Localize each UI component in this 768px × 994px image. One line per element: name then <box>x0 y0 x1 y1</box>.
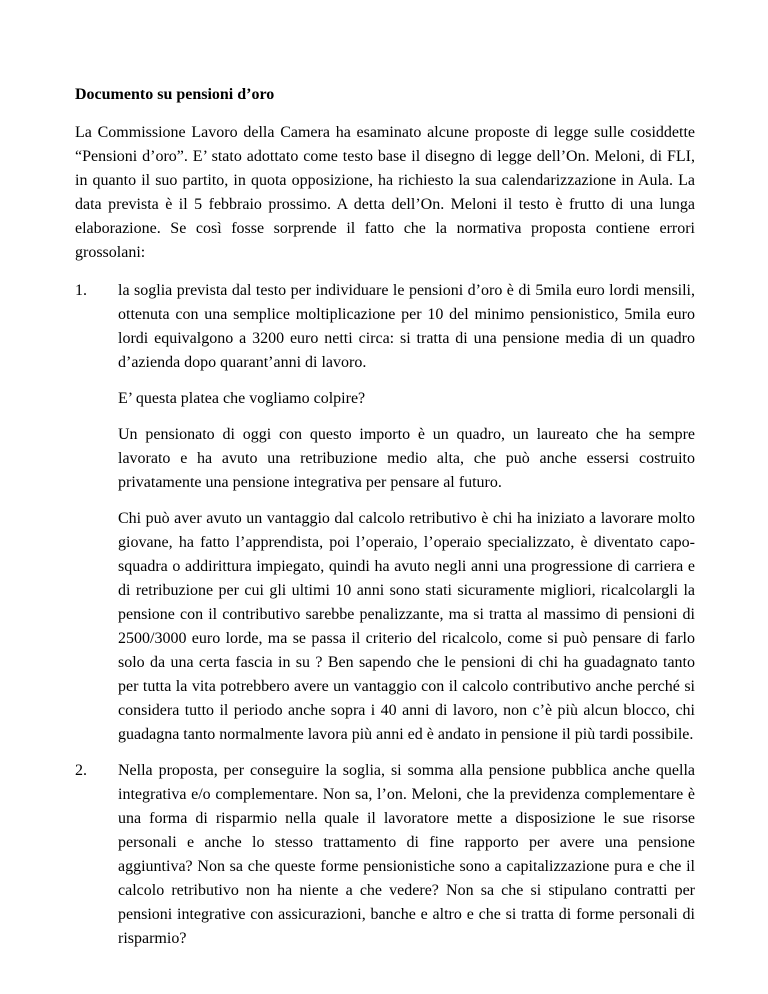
list-item-text: Nella proposta, per conseguire la soglia, si somma alla pensione pubblica anche quella integrativa e/o complementare. Non sa, l’on. Meloni, che la previdenza complementare è una forma di risparmio nella quale il lavoratore mette a disposizione le sue risorse personali e anche lo stesso trattamento di fine rapporto per avere una pensione aggiuntiva? Non sa che queste forme pensionistiche sono a capitalizzazione pura e che il calcolo retributivo non ha niente a che vedere? Non sa che si stipulano contratti per pensioni integrative con assicurazioni, banche e altro e che si tratta di forme personali di risparmio? <box>118 762 695 947</box>
list-item-number: 2. <box>75 762 87 779</box>
list-item-paragraph: Chi può aver avuto un vantaggio dal calcolo retributivo è chi ha iniziato a lavorare molto giovane, ha fatto l’apprendista, poi l’operaio, l’operaio specializzato, è diventato capo-squadra o addirittura impiegato, quindi ha avuto negli anni una progressione di carriera e di retribuzione per cui gli ultimi 10 anni sono stati sicuramente migliori, ricalcolargli la pensione con il contributivo sarebbe penalizzante, ma si tratta al massimo di pensioni di 2500/3000 euro lorde, ma se passa il criterio del ricalcolo, come si può pensare di farlo solo da una certa fascia in su ? Ben sapendo che le pensioni di chi ha guadagnato tanto per tutta la vita potrebbero avere un vantaggio con il calcolo contributivo anche perché si considera tutto il periodo anche sopra i 40 anni di lavoro, non c’è più alcun blocco, chi guadagna tanto normalmente lavora più anni ed è andato in pensione il più tardi possibile. <box>118 510 695 743</box>
list-item <box>75 279 695 747</box>
intro-paragraph: La Commissione Lavoro della Camera ha esaminato alcune proposte di legge sulle cosiddette “Pensioni d’oro”. E’ stato adottato come testo base il disegno di legge dell’On. Meloni, di FLI, in quanto il suo partito, in quota opposizione, ha richiesto la sua calendarizzazione in Aula. La data prevista è il 5 febbraio prossimo. A detta dell’On. Meloni il testo è frutto di una lunga elaborazione. Se così fosse sorprende il fatto che la normativa proposta contiene errori grossolani: <box>75 124 695 261</box>
list-item-paragraph: E’ questa platea che vogliamo colpire? <box>118 390 366 407</box>
list-item-number: 1. <box>75 282 87 299</box>
numbered-list <box>75 279 695 951</box>
document-title: Documento su pensioni d’oro <box>75 86 275 103</box>
list-item <box>75 759 695 951</box>
list-item-paragraph: Un pensionato di oggi con questo importo è un quadro, un laureato che ha sempre lavorato e ha avuto una retribuzione medio alta, che può anche essersi costruito privatamente una pensione integrativa per pensare al futuro. <box>118 426 695 491</box>
list-item-text: la soglia prevista dal testo per individuare le pensioni d’oro è di 5mila euro lordi mensili, ottenuta con una semplice moltiplicazione per 10 del minimo pensionistico, 5mila euro lordi equivalgono a 3200 euro netti circa: si tratta di una pensione media di un quadro d’azienda dopo quarant’anni di lavoro. <box>118 282 695 371</box>
document-page <box>75 83 695 963</box>
